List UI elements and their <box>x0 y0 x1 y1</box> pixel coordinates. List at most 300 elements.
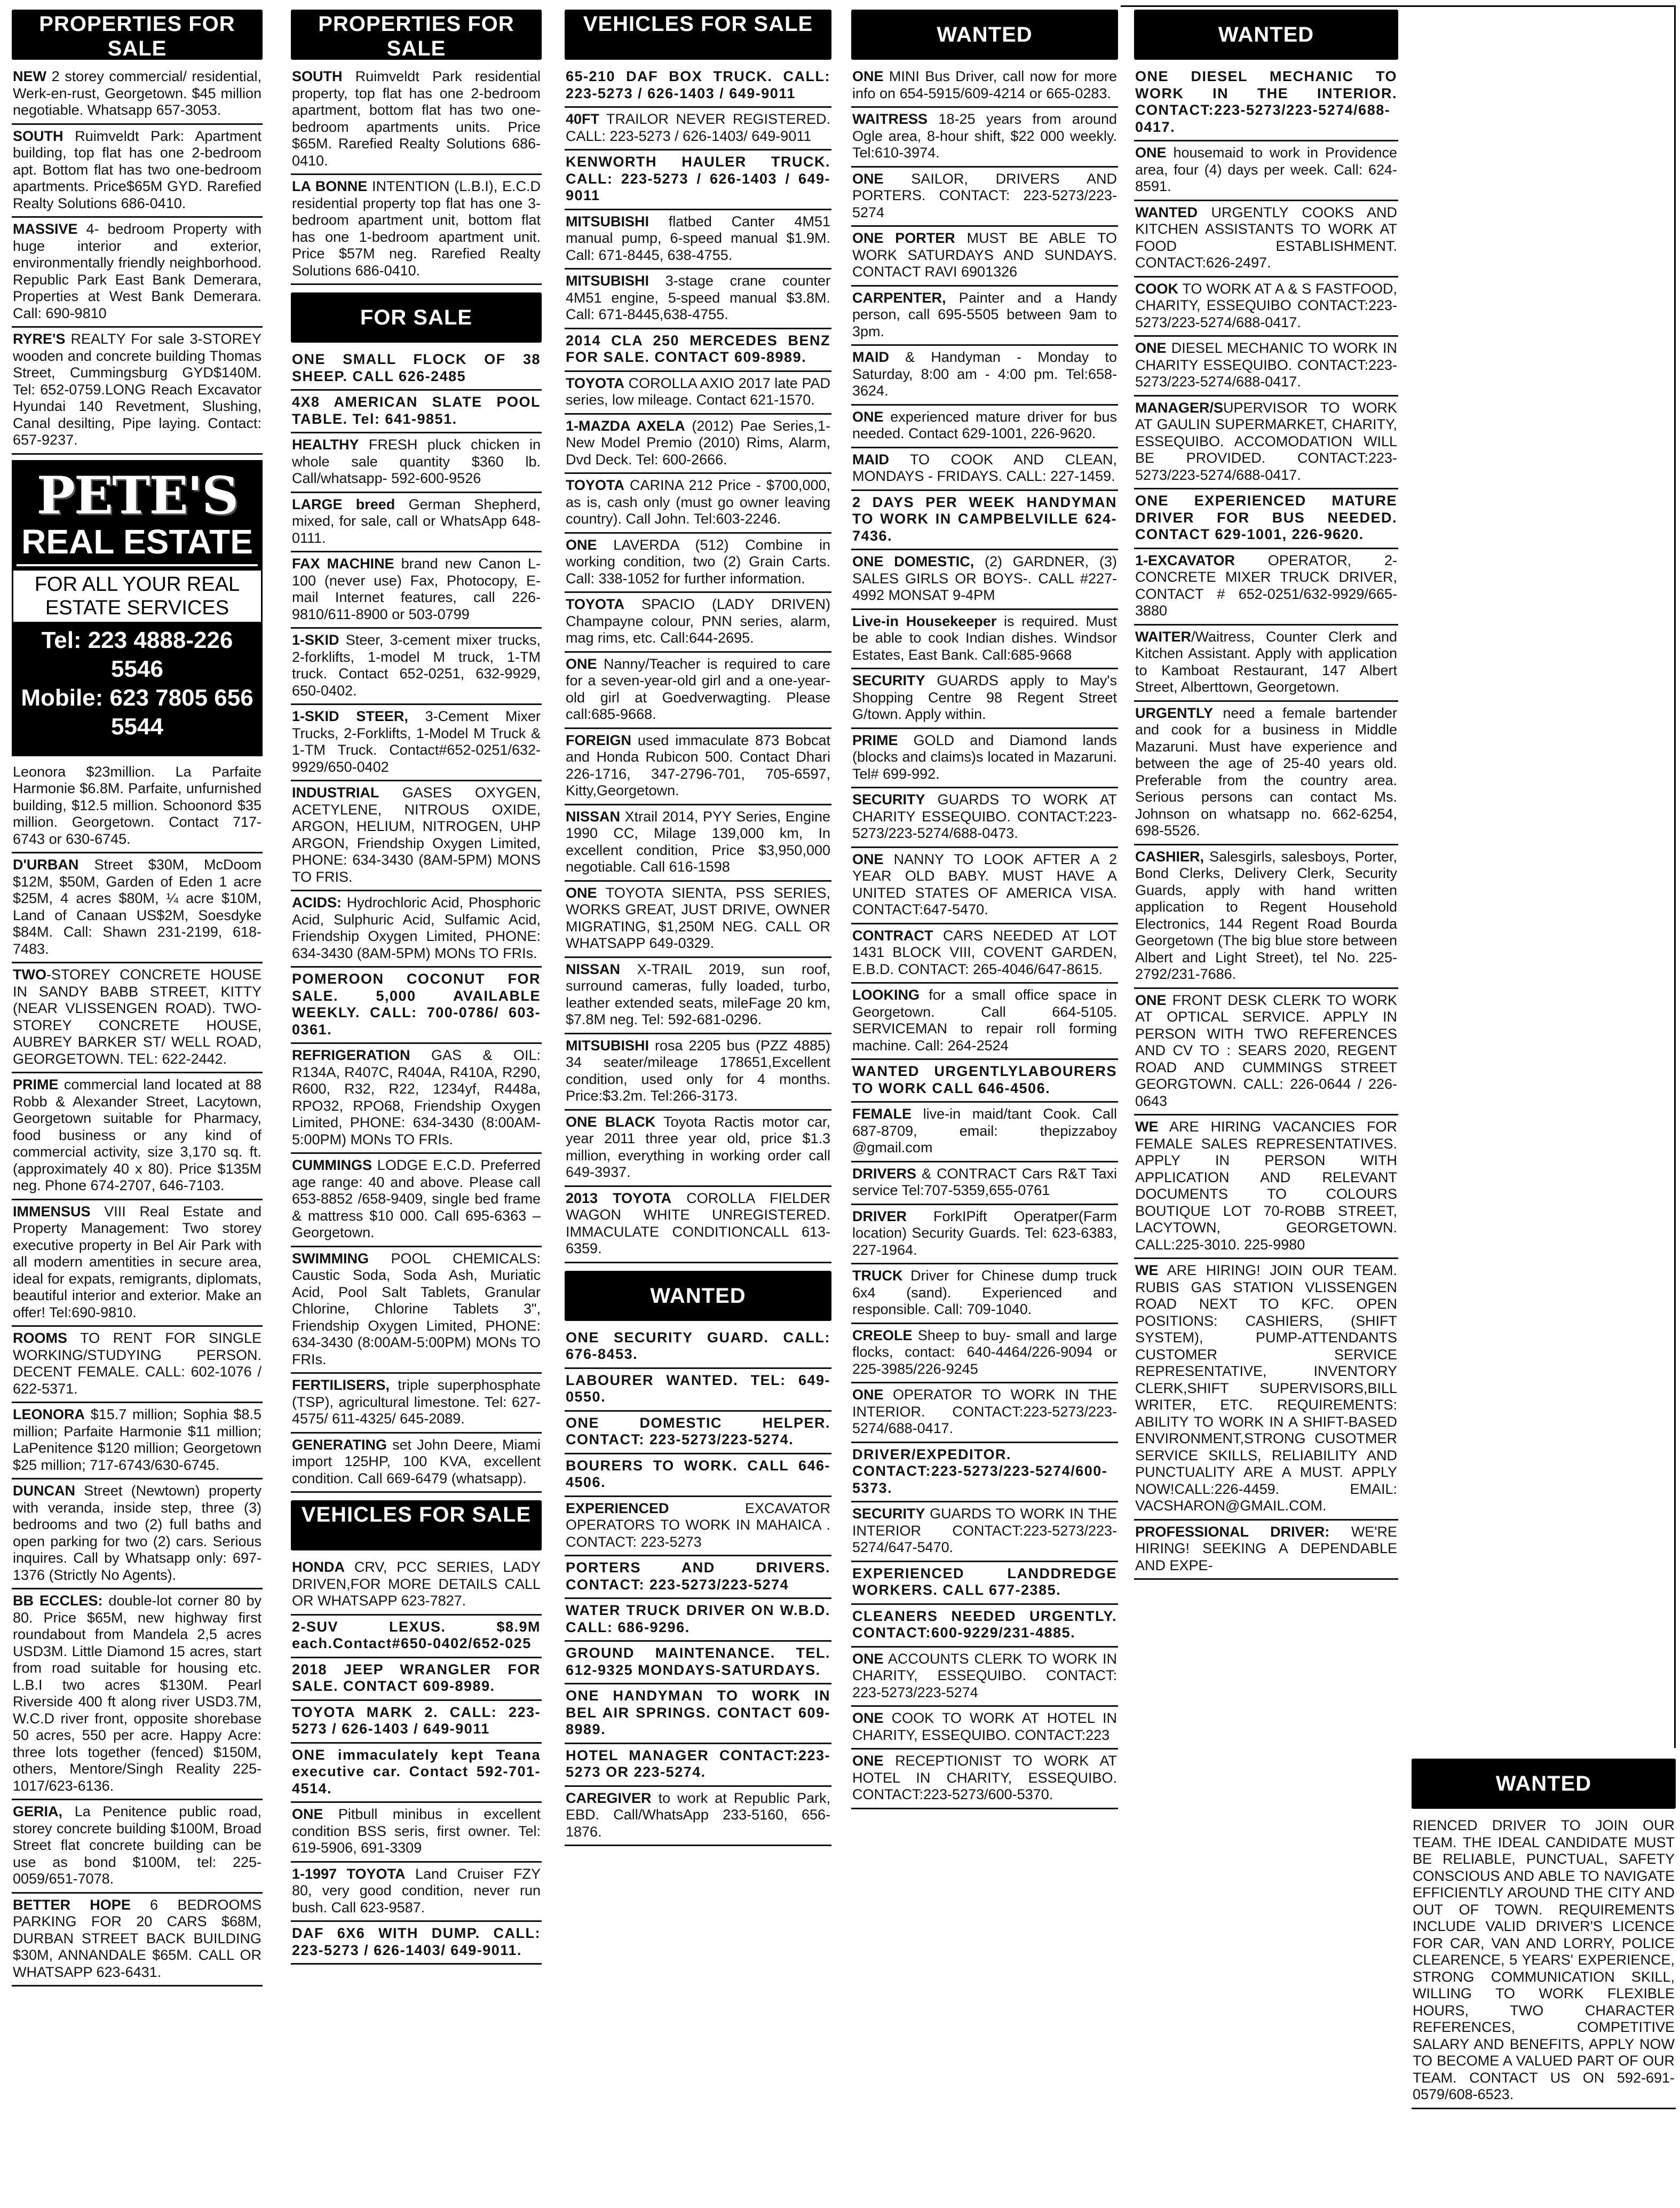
ad-text: TO WORK AT A & S FASTFOOD, CHARITY, ESSEQUIBO CONTACT:223-5273/223-5274/688-0417. <box>1135 280 1397 330</box>
classified-ad <box>1134 702 1398 845</box>
classified-ad <box>851 984 1118 1060</box>
ad-text: COROLLA AXIO 2017 late PAD series, low mileage. Contact 621-1570. <box>566 375 830 408</box>
ad-text: GASES OXYGEN, ACETYLENE, NITROUS OXIDE, ARGON, HELIUM, NITROGEN, UHP ARGON, Friendship Oxygen Limited, PHONE: 634-3430 (8AM-5PM) MONS TO FRIS. <box>292 785 541 885</box>
classified-ad <box>565 1497 831 1557</box>
ad-text: ARE HIRING VACANCIES FOR FEMALE SALES REPRESENTATIVES. APPLY IN PERSON WITH APPLICATION AND RELEVANT DOCUMENTS TO COLOURS BOUTIQUE LOT 70-ROBB STREET, LACYTOWN, GEORGETOWN. CALL:225-3010. 225-9980 <box>1135 1119 1397 1253</box>
ad-lead: ROOMS <box>13 1330 68 1346</box>
ad-text: MUST BE ABLE TO WORK SATURDAYS AND SUNDAYS. CONTACT RAVI 6901326 <box>852 230 1117 280</box>
classified-ad <box>291 65 542 175</box>
ad-text: TOYOTA SIENTA, PSS SERIES, WORKS GREAT, JUST DRIVE, OWNER MIGRATING, $1,250M NEG. CALL OR WHATSAPP 649-0329. <box>566 884 830 951</box>
ad-lead: ONE SECURITY GUARD. CALL: 676-8453. <box>566 1329 830 1362</box>
classified-ad <box>851 1502 1118 1562</box>
classified-ad <box>851 227 1118 287</box>
ad-lead: 1-MAZDA AXELA <box>566 417 685 434</box>
ad-text: Ruimveldt Park residential property, top flat has one 2-bedroom apartment, bottom flat has two one-bedroom apartments units. Price $65M. Rarefied Realty Solutions 686-0410. <box>292 68 541 169</box>
classified-ad <box>565 329 831 372</box>
classified-ad <box>851 346 1118 406</box>
ad-lead: ONE <box>566 884 597 901</box>
ad-lead: ONE <box>566 655 597 672</box>
ad-text: COROLLA FIELDER WAGON WHITE UNREGISTERED. IMMACULATE CONDITIONCALL 613-6359. <box>566 1190 830 1256</box>
classified-ad <box>1134 1521 1398 1580</box>
ad-text: Pitbull minibus in excellent condition BSS seris, first owner. Tel: 619-5906, 691-3309 <box>292 1806 541 1856</box>
classified-ad <box>12 1073 263 1200</box>
classified-ad <box>565 958 831 1034</box>
classified-ad <box>12 1403 263 1479</box>
ad-text: FRESH pluck chicken in whole sale quantity $360 lb. Call/whatsapp- 592-600-9526 <box>292 437 541 486</box>
ad-text: CARINA 212 Price - $700,000, as is, cash only (must go owner leaving country). Call John. Tel:603-2246. <box>566 477 830 527</box>
classified-ad <box>565 1787 831 1847</box>
ad-text: Driver for Chinese dump truck 6x4 (sand). Experienced and responsible. Call: 709-1040. <box>852 1268 1117 1317</box>
classified-ad <box>291 1803 542 1863</box>
section-header: FOR SALE <box>291 292 542 343</box>
section-header: PROPERTIES FOR SALE <box>291 10 542 60</box>
ad-lead: MITSUBISHI <box>566 273 649 289</box>
classified-ad <box>1134 1115 1398 1259</box>
ad-lead: EXPERIENCED <box>566 1500 669 1516</box>
petes-logo-subtitle: REAL ESTATE <box>17 523 258 566</box>
ad-text: GOLD and Diamond lands (blocks and claims)s located in Mazaruni. Tel# 699-992. <box>852 732 1117 782</box>
classified-ad <box>851 924 1118 984</box>
ad-text: 2 storey commercial/ residential, Werk-en-rust, Georgetown. $45 million negotiable. Whatsapp 657-3053. <box>13 68 261 118</box>
classified-ad <box>12 1200 263 1327</box>
ad-text: Hydrochloric Acid, Phosphoric Acid, Sulphuric Acid, Sulfamic Acid, Friendship Oxygen Limited, PHONE: 634-3430 (8AM-5PM) MONs TO FRIs. <box>292 895 541 961</box>
ad-lead: FOREIGN <box>566 732 632 748</box>
classified-ad <box>851 1264 1118 1324</box>
ad-lead: 1-EXCAVATOR <box>1135 552 1235 568</box>
classified-ad <box>851 1103 1118 1162</box>
ad-lead: ACIDS: <box>292 895 342 911</box>
ad-text: /Waitress, Counter Clerk and Kitchen Assistant. Apply with application to Kamboat Restaurant, 147 Albert Street, Alberttown, Georgetown. <box>1135 628 1397 695</box>
classified-ad <box>565 1111 831 1187</box>
ad-text: SAILOR, DRIVERS AND PORTERS. CONTACT: 223-5273/223-5274 <box>852 170 1117 220</box>
section-header: WANTED <box>1134 10 1398 60</box>
ad-lead: PRIME <box>852 732 898 748</box>
ad-lead: CREOLE <box>852 1327 913 1343</box>
ad-text: Street (Newtown) property with veranda, inside step, three (3) bedrooms and two (2) full baths and open parking for two (2) cars. Serious inquires. Call by Whatsapp only: 697-1376 (Strictly No Agents). <box>13 1483 261 1583</box>
ad-text: CRV, PCC SERIES, LADY DRIVEN,FOR MORE DETAILS CALL OR WHATSAPP 623-7827. <box>292 1559 541 1609</box>
ad-lead: 1-SKID <box>292 632 339 648</box>
ad-lead: WAITER <box>1135 628 1191 645</box>
classified-ad <box>565 882 831 958</box>
classified-ad <box>851 448 1118 491</box>
ad-lead: TOYOTA <box>566 375 625 391</box>
ad-lead: MITSUBISHI <box>566 213 649 229</box>
petes-telephone: Tel: 223 4888-226 5546 <box>41 627 233 682</box>
ad-lead: 40FT <box>566 111 600 127</box>
classified-ad <box>1134 397 1398 490</box>
ad-text: TO RENT FOR SINGLE WORKING/STUDYING PERSON. DECENT FEMALE. CALL: 602-1076 / 622-5371. <box>13 1330 261 1397</box>
ad-lead: 2 DAYS PER WEEK HANDYMAN TO WORK IN CAMPBELVILLE 624-7436. <box>852 494 1117 544</box>
classified-ad <box>1134 201 1398 278</box>
classified-ad <box>851 1383 1118 1443</box>
classified-ad <box>1134 549 1398 626</box>
ad-lead: CAREGIVER <box>566 1790 652 1806</box>
ad-text: for a small office space in Georgetown. Call 664-5105. SERVICEMAN to repair roll forming machine. Call: 264-2524 <box>852 987 1117 1054</box>
ad-text: used immaculate 873 Bobcat and Honda Rubicon 500. Contact Dhari 226-1716, 347-2796-701, 705-6597, Kitty,Georgetown. <box>566 732 830 798</box>
classified-ad <box>851 550 1118 610</box>
ad-lead: ONE <box>852 1650 884 1667</box>
ad-text: INTENTION (L.B.I), E.C.D residential property top flat has one 3-bedroom apartment unit, bottom flat has one 1-bedroom apartment unit. Price $57M neg. Rarefied Realty Solutions 686-0410. <box>292 178 541 279</box>
classified-ad <box>12 1800 263 1894</box>
classified-ad <box>291 1744 542 1803</box>
ad-text: Nanny/Teacher is required to care for a seven-year-old girl and a one-year-old girl at Goedverwagting. Please call:685-9668. <box>566 655 830 722</box>
classified-ad <box>291 1658 542 1701</box>
ad-lead: SECURITY <box>852 672 925 688</box>
ad-lead: ONE <box>852 68 884 84</box>
ad-text: TRAILOR NEVER REGISTERED. CALL: 223-5273 / 626-1403/ 649-9011 <box>566 111 830 144</box>
ad-lead: ONE <box>852 1387 884 1403</box>
classified-ad <box>1134 278 1398 337</box>
classified-ad <box>851 491 1118 551</box>
ad-list <box>12 761 263 1987</box>
ad-lead: DUNCAN <box>13 1483 75 1499</box>
ad-lead: SECURITY <box>852 1506 925 1522</box>
ad-text: Leonora $23million. La Parfaite Harmonie $6.8M. Parfaite, unfurnished building, $12.5 million. Schoonord $35 million. Georgetown. Contact 717-6743 or 630-6745. <box>13 763 261 847</box>
section-header: VEHICLES FOR SALE <box>565 10 831 60</box>
ad-text: DIESEL MECHANIC TO WORK IN CHARITY ESSEQUIBO. CONTACT:223-5273/223-5274/688-0417. <box>1135 340 1397 390</box>
ad-lead: ONE <box>1135 145 1167 161</box>
ad-lead: CUMMINGS <box>292 1157 372 1173</box>
ad-lead: 1-SKID STEER, <box>292 708 408 724</box>
column-wanted-3 <box>1412 1759 1676 2197</box>
ad-lead: ONE <box>852 408 884 425</box>
ad-text: ForkIPift Operatper(Farm location) Security Guards. Tel: 623-6383, 227-1964. <box>852 1208 1117 1258</box>
ad-lead: 2014 CLA 250 MERCEDES BENZ FOR SALE. CONTACT 609-8989. <box>566 332 830 365</box>
classified-ad <box>565 108 831 151</box>
ad-lead: RYRE'S <box>13 331 66 347</box>
classified-ad <box>851 788 1118 848</box>
classified-ad <box>565 210 831 270</box>
ad-text: 4- bedroom Property with huge interior and exterior, environmentally friendly neighborhood. Republic Park East Bank Demerara, Properties at West Bank Demerara. Call: 690-9810 <box>13 221 261 321</box>
ad-text: Street $30M, McDoom $12M, $50M, Garden of Eden 1 acre $25M, 4 acres $80M, ¼ acre $10M, Land of Canaan US$2M, Soesdyke $84M. Call: Shawn 231-2199, 618-7483. <box>13 857 261 957</box>
ad-text: Land Cruiser FZY 80, very good condition, never run bush. Call 623-9587. <box>292 1865 541 1916</box>
classified-ad <box>1134 845 1398 989</box>
classified-ad <box>851 1750 1118 1809</box>
ad-lead: ONE <box>852 851 884 867</box>
ad-lead: BOURERS TO WORK. CALL 646-4506. <box>566 1457 830 1490</box>
ad-lead: MITSUBISHI <box>566 1037 649 1054</box>
classified-ad <box>12 761 263 854</box>
classified-ad <box>851 1648 1118 1707</box>
ad-lead: DRIVERS <box>852 1165 917 1182</box>
ad-lead: 2-SUV LEXUS. $8.9M each.Contact#650-0402/652-025 <box>292 1618 541 1651</box>
classified-ad <box>12 853 263 963</box>
classified-ad <box>291 1044 542 1154</box>
ad-lead: KENWORTH HAULER TRUCK. CALL: 223-5273 / 626-1403 / 649-9011 <box>566 154 830 203</box>
ad-lead: BETTER HOPE <box>13 1896 131 1913</box>
ad-lead: ONE <box>1135 992 1167 1008</box>
ad-lead: ONE <box>566 536 597 553</box>
classified-ad <box>851 848 1118 924</box>
ad-lead: POMEROON COCONUT FOR SALE. 5,000 AVAILABLE WEEKLY. CALL: 700-0786/ 603-0361. <box>292 971 541 1038</box>
ad-text: Salesgirls, salesboys, Porter, Bond Clerks, Delivery Clerk, Security Guards, apply with hand written application to Regent Household Electronics, 144 Regent Road Bourda Georgetown (The big blue store between Albert and Light Street), tel No. 225-2792/231-7686. <box>1135 848 1397 982</box>
ad-text: RECEPTIONIST TO WORK AT HOTEL IN CHARITY, ESSEQUIBO. CONTACT:223-5273/600-5370. <box>852 1753 1117 1802</box>
classified-ad <box>12 1589 263 1800</box>
ad-lead: WANTED URGENTLYLABOURERS TO WORK CALL 646-4506. <box>852 1063 1117 1096</box>
classified-ad <box>1134 141 1398 201</box>
classified-ad <box>851 1562 1118 1605</box>
ad-lead: ONE <box>852 1710 884 1726</box>
classified-ad <box>12 1894 263 1987</box>
ad-text: Ruimveldt Park: Apartment building, top flat has one 2-bedroom apt. Bottom flat has two one-bedroom apartments. Price$65M GYD. Rarefied Realty Solutions 686-0410. <box>13 128 261 211</box>
ad-text: 3-stage crane counter 4M51 engine, 5-speed manual $3.8M. Call: 671-8445,638-4755. <box>566 273 830 322</box>
ad-text: SPACIO (LADY DRIVEN) Champayne colour, PNN series, alarm, mag rims, etc. Call:644-2695. <box>566 596 830 646</box>
ad-lead: ONE EXPERIENCED MATURE DRIVER FOR BUS NEEDED. CONTACT 629-1001, 226-9620. <box>1135 493 1397 542</box>
classified-ad <box>291 629 542 705</box>
ad-text: need a female bartender and cook for a business in Middle Mazaruni. Must have experience and between the age of 25-40 years old. Preferable from the country area. Serious persons can contact Ms. Johnson on whatsapp no. 662-6254, 698-5526. <box>1135 705 1397 838</box>
classified-ad <box>291 1701 542 1744</box>
classified-ad <box>291 1863 542 1922</box>
ad-text: GAS & OIL: R134A, R407C, R404A, R410A, R290, R600, R32, R22, 1234yf, R448a, RPO32, RPO68, Friendship Oxygen Limited, PHONE: 634-3430 (8:00AM-5:00PM) MONs TO FRIs. <box>292 1047 541 1147</box>
ad-lead: INDUSTRIAL <box>292 785 379 801</box>
section-header: WANTED <box>851 10 1118 60</box>
petes-tagline: FOR ALL YOUR REAL ESTATE SERVICES <box>13 571 261 622</box>
ad-lead: EXPERIENCED LANDDREDGE WORKERS. CALL 677-2385. <box>852 1565 1117 1598</box>
ad-lead: DRIVER/EXPEDITOR. CONTACT:223-5273/223-5274/600-5373. <box>852 1446 1108 1496</box>
classified-ad <box>291 348 542 391</box>
classified-ad <box>565 1599 831 1642</box>
ad-lead: SECURITY <box>852 792 925 808</box>
classified-ad <box>565 534 831 593</box>
classified-ad <box>851 729 1118 789</box>
ad-lead: 2013 TOYOTA <box>566 1190 672 1206</box>
classified-ad <box>565 729 831 805</box>
classified-ad <box>565 1744 831 1787</box>
ad-text: EXCAVATOR OPERATORS TO WORK IN MAHAICA . CONTACT: 223-5273 <box>566 1500 830 1550</box>
classified-ad <box>565 270 831 329</box>
classified-ad <box>565 1556 831 1599</box>
ad-text: TO COOK AND CLEAN, MONDAYS - FRIDAYS. CALL: 227-1459. <box>852 451 1117 484</box>
classified-ad <box>565 415 831 474</box>
ad-text: commercial land located at 88 Robb & Alexander Street, Lacytown, Georgetown suitable for Pharmacy, food business or any kind of commercial activity, size 3,170 sq. ft. (approximately 40 x 80). Price $135M neg. Phone 674-2707, 646-7103. <box>13 1077 261 1193</box>
ad-lead: TRUCK <box>852 1268 903 1284</box>
ad-lead: COOK <box>1135 280 1178 297</box>
ad-lead: PORTERS AND DRIVERS. CONTACT: 223-5273/223-5274 <box>566 1560 830 1593</box>
classified-ad <box>291 552 542 629</box>
ad-lead: MASSIVE <box>13 221 78 237</box>
ad-lead: ONE <box>852 170 884 187</box>
ad-text: 3-Cement Mixer Trucks, 2-Forklifts, 1-Model M Truck & 1-TM Truck. Contact#652-0251/632-9929/650-0402 <box>292 708 541 775</box>
ad-lead: WAITRESS <box>852 111 928 127</box>
classified-ad <box>291 1434 542 1493</box>
ad-lead: LEONORA <box>13 1406 85 1422</box>
ad-text: UPERVISOR TO WORK AT GAULIN SUPERMARKET, CHARITY, ESSEQUIBO. ACCOMODATION WILL BE PROVIDED. CONTACT:223-5273/223-5274/688-0417. <box>1135 399 1397 483</box>
ad-text: Painter and a Handy person, call 695-5505 between 9am to 3pm. <box>852 289 1117 339</box>
ad-lead: ONE <box>852 1753 884 1769</box>
ad-text: ARE HIRING! JOIN OUR TEAM. RUBIS GAS STATION VLISSENGEN ROAD NEXT TO KFC. OPEN POSITIONS: CASHIERS, (SHIFT SYSTEM), PUMP-ATTENDANTS CUSTOMER SERVICE REPRESENTATIVE, INVENTORY CLERK,SHIFT SUPERVISORS,BILL WRITER, ETC. REQUIREMENTS: ABILITY TO WORK IN A SHIFT-BASED ENVIRONMENT,STRONG CUSOTMER SERVICE SKILLS, RELIABILITY AND PUNCTUALITY ARE A MUST. APPLY NOW!CALL:226-4459. EMAIL: VACSHARON@GMAIL.COM. <box>1135 1262 1397 1514</box>
ad-text: VIII Real Estate and Property Management: Two storey executive property in Bel Air Park with all modern amentities in secure area, ideal for expats, remigrants, diplomats, beautiful interior and exterior. Make an offer! Tel:690-9810. <box>13 1203 261 1320</box>
ad-text: COOK TO WORK AT HOTEL IN CHARITY, ESSEQUIBO. CONTACT:223 <box>852 1710 1117 1743</box>
ad-text: OPERATOR TO WORK IN THE INTERIOR. CONTACT:223-5273/223-5274/688-0417. <box>852 1387 1117 1436</box>
ad-list <box>291 65 542 285</box>
classified-ad <box>12 125 263 218</box>
ad-lead: ONE <box>292 1806 323 1822</box>
classified-ad <box>291 1616 542 1658</box>
classified-ad <box>851 1324 1118 1384</box>
section-header: WANTED <box>565 1271 831 1321</box>
classified-ad <box>1412 1814 1676 2109</box>
ad-lead: MAID <box>852 349 889 365</box>
ad-text: (2) GARDNER, (3) SALES GIRLS OR BOYS-. CALL #227-4992 MONSAT 9-4PM <box>852 553 1117 603</box>
classified-ad <box>565 151 831 210</box>
ad-lead: MAID <box>852 451 889 468</box>
classified-ad <box>291 1922 542 1965</box>
classified-ad <box>291 705 542 781</box>
classified-ad <box>851 1605 1118 1648</box>
ad-lead: ONE BLACK <box>566 1113 656 1130</box>
classified-ad <box>851 287 1118 346</box>
ad-text: 6 BEDROOMS PARKING FOR 20 CARS $68M, DURBAN STREET BACK BUILDING $30M, ANNANDALE $65M. CALL OR WHATSAPP 623-6431. <box>13 1896 261 1980</box>
classified-ad <box>1134 1259 1398 1521</box>
ad-lead: WATER TRUCK DRIVER ON W.B.D. CALL: 686-9296. <box>566 1602 830 1635</box>
ad-list <box>565 1326 831 1847</box>
ad-text: LODGE E.C.D. Preferred age range: 40 and above. Please call 653-8852 /658-9409, single bed frame & mattress $10 000. Call 695-6363 – Georgetown. <box>292 1157 541 1240</box>
classified-ad <box>565 1684 831 1744</box>
ad-lead: ONE DIESEL MECHANIC TO WORK IN THE INTERIOR. CONTACT:223-5273/223-5274/688-0417. <box>1135 68 1397 135</box>
ad-lead: BB ECCLES: <box>13 1593 103 1609</box>
ad-text: LAVERDA (512) Combine in working condition, two (2) Grain Carts. Call: 338-1052 for further information. <box>566 536 830 587</box>
classified-ad <box>851 168 1118 227</box>
ad-text: URGENTLY COOKS AND KITCHEN ASSISTANTS TO WORK AT FOOD ESTABLISHMENT. CONTACT:626-2497. <box>1135 204 1397 271</box>
ad-lead: HEALTHY <box>292 437 359 453</box>
ad-list <box>851 65 1118 1809</box>
classified-ad <box>565 653 831 729</box>
petes-mobile: Mobile: 623 7805 656 5544 <box>21 684 253 740</box>
ad-lead: NISSAN <box>566 808 621 825</box>
classified-ad <box>565 593 831 653</box>
ad-lead: CASHIER, <box>1135 848 1204 865</box>
ad-lead: GROUND MAINTENANCE. TEL. 612-9325 MONDAYS-SATURDAYS. <box>566 1645 830 1678</box>
ad-lead: LA BONNE <box>292 178 368 194</box>
ad-list <box>291 348 542 1493</box>
classified-ad <box>565 1326 831 1369</box>
ad-lead: FEMALE <box>852 1106 912 1122</box>
classified-ad <box>12 963 263 1073</box>
ad-lead: ONE DOMESTIC, <box>852 553 974 569</box>
ad-text: La Penitence public road, storey concrete building $100M, Broad Street flat concrete building can be use as bond $100M, tel: 225-0059/651-7078. <box>13 1803 261 1887</box>
ad-text: Toyota Ractis motor car, year 2011 three year old, price $1.3 million, everything in working order call 649-3937. <box>566 1113 830 1180</box>
ad-text: FRONT DESK CLERK TO WORK AT OPTICAL SERVICE. APPLY IN PERSON WITH TWO REFERENCES AND CV TO : SEARS 2020, REGENT ROAD AND CUMMINGS STREET GEORGTOWN. CALL: 226-0644 / 226-0643 <box>1135 992 1397 1109</box>
ad-lead: ONE <box>1135 340 1167 356</box>
ad-lead: PROFESSIONAL DRIVER: <box>1135 1523 1330 1540</box>
ad-text: OPERATOR, 2- CONCRETE MIXER TRUCK DRIVER, CONTACT # 652-0251/632-9929/665-3880 <box>1135 552 1397 619</box>
ad-list <box>1412 1814 1676 2109</box>
classified-ad <box>291 493 542 553</box>
classified-ad <box>291 175 542 285</box>
ad-lead: ONE HANDYMAN TO WORK IN BEL AIR SPRINGS. CONTACT 609-8989. <box>566 1688 830 1737</box>
ad-text: REALTY For sale 3-STOREY wooden and concrete building Thomas Street, Cummingsburg GYD$140M. Tel: 652-0759.LONG Reach Excavator Hyundai 140 Revetment, Slushing, Canal desilting, Pipe laying. Contact: 657-9237. <box>13 331 261 448</box>
ad-lead: CARPENTER, <box>852 289 946 306</box>
column-properties-1 <box>12 10 263 2197</box>
ad-lead: TOYOTA MARK 2. CALL: 223-5273 / 626-1403 / 649-9011 <box>292 1704 541 1737</box>
ad-lead: ONE SMALL FLOCK OF 38 SHEEP. CALL 626-2485 <box>292 351 541 384</box>
ad-lead: LARGE breed <box>292 496 395 512</box>
section-header: WANTED <box>1412 1759 1676 1809</box>
ad-text: ACCOUNTS CLERK TO WORK IN CHARITY, ESSEQUIBO. CONTACT: 223-5273/223-5274 <box>852 1650 1117 1700</box>
ad-lead: SWIMMING <box>292 1250 369 1267</box>
ad-lead: 65-210 DAF BOX TRUCK. CALL: 223-5273 / 626-1403 / 649-9011 <box>566 68 830 101</box>
classified-ad <box>565 1034 831 1111</box>
classified-ad <box>12 1479 263 1589</box>
classified-ad <box>851 1443 1118 1503</box>
ad-lead: TOYOTA <box>566 477 625 493</box>
ad-text: GUARDS TO WORK AT CHARITY ESSEQUIBO. CONTACT:223-5273/223-5274/688-0473. <box>852 792 1117 841</box>
classified-ad <box>851 1060 1118 1103</box>
ad-text: WE'RE HIRING! SEEKING A DEPENDABLE AND EXPE- <box>1135 1523 1398 1573</box>
section-header: PROPERTIES FOR SALE <box>12 10 263 60</box>
ad-text: double-lot corner 80 by 80. Price $65M, new highway first roundabout from Mandela 2,5 acres USD3M. Little Diamond 15 acres, start from road suitable for housing etc. L.B.I two acres $130M. Pearl Riverside 400 ft along river USD3.7M, W.C.D river front, opposite shorebase 50 acres, 550 per acre. Happy Acre: three lots together (fenced) $150M, others, Mentore/Singh Reality 225-1017/623-6136. <box>13 1593 261 1794</box>
classified-ad <box>851 610 1118 670</box>
ad-text: POOL CHEMICALS: Caustic Soda, Soda Ash, Muriatic Acid, Pool Salt Tablets, Granular Chlorine, Chlorine Tablets 3", Friendship Oxygen Limited, PHONE: 634-3430 (8:00AM-5:00PM) MONs TO FRIs. <box>292 1250 541 1367</box>
classified-ad <box>1134 337 1398 397</box>
ad-lead: TWO <box>13 967 46 983</box>
classified-ad <box>1134 489 1398 549</box>
classified-ad <box>565 1642 831 1684</box>
classified-ad <box>565 1412 831 1454</box>
petes-real-estate-ad[interactable] <box>12 460 263 756</box>
classified-ad <box>565 805 831 882</box>
ad-text: NANNY TO LOOK AFTER A 2 YEAR OLD BABY. MUST HAVE A UNITED STATES OF AMERICA VISA. CONTACT:647-5470. <box>852 851 1117 917</box>
ad-text: is required. Must be able to cook Indian dishes. Windsor Estates, East Bank. Call:685-9668 <box>852 613 1118 663</box>
classified-ad <box>851 1205 1118 1265</box>
classified-ad <box>12 218 263 328</box>
classified-ad <box>291 1154 542 1247</box>
classified-ad <box>1134 626 1398 702</box>
ad-text: $15.7 million; Sophia $8.5 million; Parfaite Harmonie $11 million; LaPenitence $120 million; Georgetown $25 million; 717-6743/630-6745. <box>13 1406 261 1473</box>
ad-text: Steer, 3-cement mixer trucks, 2-forklifts, 1-model M truck, 1-TM truck. Contact 652-0251, 632-9929, 650-0402. <box>292 632 541 699</box>
classified-ad <box>291 968 542 1044</box>
petes-logo: PETE'S <box>36 465 238 526</box>
ad-lead: SOUTH <box>292 68 343 84</box>
ad-text: rosa 2205 bus (PZZ 4885) 34 seater/mileage 178651,Excellent condition, used only for 4 months. Price:$3.2m. Tel:266-3173. <box>566 1037 830 1104</box>
ad-lead: D'URBAN <box>13 857 79 873</box>
ad-text: triple superphosphate (TSP), agricultural limestone. Tel: 627-4575/ 611-4325/ 645-2089. <box>292 1377 541 1427</box>
column-wanted-2 <box>1134 10 1398 2197</box>
ad-lead: ONE DOMESTIC HELPER. CONTACT: 223-5273/223-5274. <box>566 1414 830 1447</box>
classified-ad <box>565 1369 831 1412</box>
ad-text: MINI Bus Driver, call now for more info on 654-5915/609-4214 or 665-0283. <box>852 68 1117 101</box>
classified-ad <box>565 372 831 415</box>
ad-text: CARS NEEDED AT LOT 1431 BLOCK VIII, COVENT GARDEN, E.B.D. CONTACT: 265-4046/647-8615. <box>852 927 1117 977</box>
ad-lead: LOOKING <box>852 987 920 1003</box>
ad-lead: LABOURER WANTED. TEL: 649-0550. <box>566 1372 830 1405</box>
ad-text: live-in maid/tant Cook. Call 687-8709, email: thepizzaboy @gmail.com <box>852 1106 1117 1156</box>
classified-ad <box>1134 989 1398 1116</box>
ad-lead: GERIA, <box>13 1803 63 1819</box>
classified-ad <box>565 474 831 534</box>
classified-ad <box>291 1374 542 1434</box>
classified-ad <box>1134 65 1398 141</box>
ad-text: GUARDS TO WORK IN THE INTERIOR CONTACT:223-5273/223-5274/647-5470. <box>852 1506 1117 1555</box>
ad-lead: TOYOTA <box>566 596 625 612</box>
ad-lead: Live-in Housekeeper <box>852 613 997 629</box>
ad-lead: PRIME <box>13 1077 59 1093</box>
ad-lead: URGENTLY <box>1135 705 1214 721</box>
ad-text: & CONTRACT Cars R&T Taxi service Tel:707-5359,655-0761 <box>852 1165 1117 1198</box>
classified-ad <box>851 1162 1118 1205</box>
classified-ad <box>291 391 542 433</box>
classified-ad <box>565 1187 831 1263</box>
ad-lead: HONDA <box>292 1559 345 1575</box>
ad-lead: MANAGER/S <box>1135 399 1224 416</box>
classified-ad <box>851 406 1118 448</box>
ad-text: -STOREY CONCRETE HOUSE IN SANDY BABB STREET, KITTY (NEAR VLISSENGEN ROAD). TWO-STOREY CONCRETE HOUSE, AUBREY BARKER ST/ WELL ROAD, GEORGETOWN. TEL: 622-2442. <box>13 967 261 1067</box>
classified-ad <box>851 1707 1118 1750</box>
ad-text: X-TRAIL 2019, sun roof, surround cameras, fully loaded, turbo, leather extended seats, mileFage 20 km, $7.8M neg. Tel: 592-681-0296. <box>566 961 830 1027</box>
section-header: VEHICLES FOR SALE <box>291 1500 542 1550</box>
ad-lead: ONE PORTER <box>852 230 955 246</box>
ad-text: Xtrail 2014, PYY Series, Engine 1990 CC, Milage 139,000 km, In excellent condition, Price $3,950,000 negotiable. Call 616-1598 <box>566 808 830 875</box>
